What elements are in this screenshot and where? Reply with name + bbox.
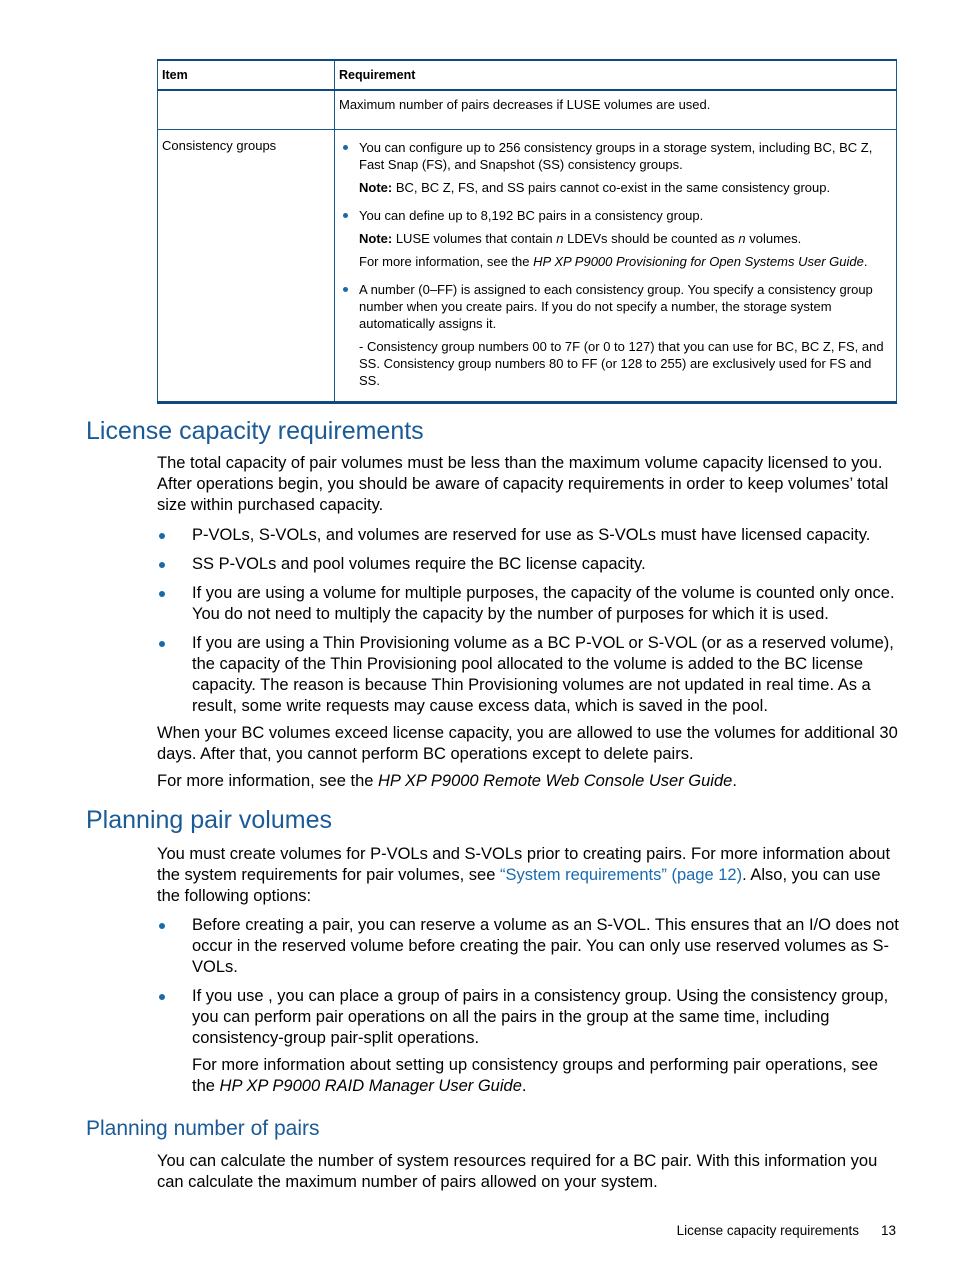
paragraph xyxy=(157,844,899,907)
page-footer xyxy=(677,1223,896,1238)
license-intro xyxy=(157,453,899,516)
header-requirement: Requirement xyxy=(335,60,897,90)
note-label: Note: xyxy=(359,231,393,246)
list-item xyxy=(341,281,890,389)
list-item: If you are using a Thin Provisioning volume as a BC P-VOL or S-VOL (or as a reserved volume), the capacity of the Thin Provisioning pool allocated to the volume is added to the BC license capacity. The reason is because Thin Provisioning volumes are not updated in real time. As a result, some write requests may cause excess data, which is saved in the pool. xyxy=(157,633,899,717)
guide-title: HP XP P9000 Provisioning for Open Systems User Guide xyxy=(533,254,864,269)
note-variable: n xyxy=(556,231,564,246)
list-item: Before creating a pair, you can reserve a volume as an S-VOL. This ensures that an I/O does not occur in the reserved volume before creating the pair. You can only use reserved volumes as S-VOLs. xyxy=(157,915,899,978)
license-more-info xyxy=(157,771,899,792)
paragraph-text: You must create volumes for P-VOLs and S-VOLs prior to creating pairs. For more information about the system requirements for pair volumes, see xyxy=(157,845,891,884)
table-cell-requirement xyxy=(335,130,897,403)
paragraph: You can calculate the number of system resources required for a BC pair. With this information you can calculate the maximum number of pairs allowed on your system. xyxy=(157,1152,878,1191)
table-header-row xyxy=(158,60,897,90)
note-text: LDEVs should be counted as xyxy=(563,231,739,246)
more-info-text: . xyxy=(732,772,737,790)
note-text: LUSE volumes that contain xyxy=(392,231,557,246)
table-cell-requirement: Maximum number of pairs decreases if LUSE volumes are used. xyxy=(335,90,897,130)
license-exceed xyxy=(157,723,899,765)
more-info xyxy=(192,1055,899,1097)
planning-intro xyxy=(157,844,899,907)
requirements-table xyxy=(157,59,897,404)
list-item xyxy=(341,207,890,270)
more-info-text: For more information, see the xyxy=(157,772,379,790)
note xyxy=(359,179,890,196)
paragraph: The total capacity of pair volumes must be less than the maximum volume capacity licensed to you. After operations begin, you should be aware of capacity requirements in order to keep volumes’ total size within purchased capacity. xyxy=(157,454,889,514)
more-info-text: For more information, see the xyxy=(359,254,534,269)
list-item-text: You can define up to 8,192 BC pairs in a consistency group. xyxy=(359,208,704,223)
note xyxy=(359,230,890,247)
list-item-subtext: - Consistency group numbers 00 to 7F (or 0 to 127) that you can use for BC, BC Z, FS, and SS. Consistency group numbers 80 to FF (or 128 to 255) are exclusively used for FS and SS. xyxy=(359,339,884,388)
guide-title: HP XP P9000 Remote Web Console User Guide xyxy=(378,772,733,790)
note-variable: n xyxy=(738,231,746,246)
table-cell-item xyxy=(158,90,335,130)
paragraph-text: . Also, you can use the following options: xyxy=(157,866,881,905)
system-requirements-link[interactable]: “System requirements” (page 12) xyxy=(499,866,743,884)
table-cell-item: Consistency groups xyxy=(158,130,335,403)
paragraph xyxy=(157,771,899,792)
guide-title: HP XP P9000 RAID Manager User Guide xyxy=(219,1077,522,1095)
heading-license-capacity: License capacity requirements xyxy=(86,417,424,445)
number-text xyxy=(157,1151,899,1193)
page-number: 13 xyxy=(880,1223,896,1238)
planning-bullet-list xyxy=(157,915,899,1105)
more-info xyxy=(359,253,890,270)
list-item: SS P-VOLs and pool volumes require the BC license capacity. xyxy=(157,554,899,575)
list-item: If you are using a volume for multiple purposes, the capacity of the volume is counted only once. You do not need to multiply the capacity by the number of purposes for which it is used. xyxy=(157,583,899,625)
requirement-list xyxy=(341,139,890,389)
more-info-text: . xyxy=(863,254,868,269)
list-item-text: You can configure up to 256 consistency groups in a storage system, including BC, BC Z, Fast Snap (FS), and Snapshot (SS) consistency groups. xyxy=(359,140,873,172)
note-label: Note: xyxy=(359,180,393,195)
header-item: Item xyxy=(158,60,335,90)
more-info-text: . xyxy=(521,1077,527,1095)
more-info-text: For more information about setting up consistency groups and performing pair operations, see the xyxy=(192,1056,879,1095)
table-row xyxy=(158,90,897,130)
list-item xyxy=(157,986,899,1097)
list-item-text: A number (0–FF) is assigned to each consistency group. You specify a consistency group number when you create pairs. If you do not specify a number, the storage system automatically assigns it. xyxy=(359,282,873,331)
heading-planning-number-of-pairs: Planning number of pairs xyxy=(86,1117,320,1140)
footer-section-title: License capacity requirements xyxy=(676,1223,859,1238)
note-text: volumes. xyxy=(745,231,802,246)
table-row xyxy=(158,130,897,403)
paragraph: When your BC volumes exceed license capacity, you are allowed to use the volumes for additional 30 days. After that, you cannot perform BC operations except to delete pairs. xyxy=(157,724,898,763)
license-bullet-list xyxy=(157,525,899,725)
list-item-text: If you use , you can place a group of pairs in a consistency group. Using the consistency group, you can perform pair operations on all the pairs in the group at the same time, including consistency-group pair-split operations. xyxy=(192,987,889,1047)
note-text: BC, BC Z, FS, and SS pairs cannot co-exist in the same consistency group. xyxy=(392,180,831,195)
list-item: P-VOLs, S-VOLs, and volumes are reserved for use as S-VOLs must have licensed capacity. xyxy=(157,525,899,546)
heading-planning-pair-volumes: Planning pair volumes xyxy=(86,806,332,834)
list-item xyxy=(341,139,890,196)
